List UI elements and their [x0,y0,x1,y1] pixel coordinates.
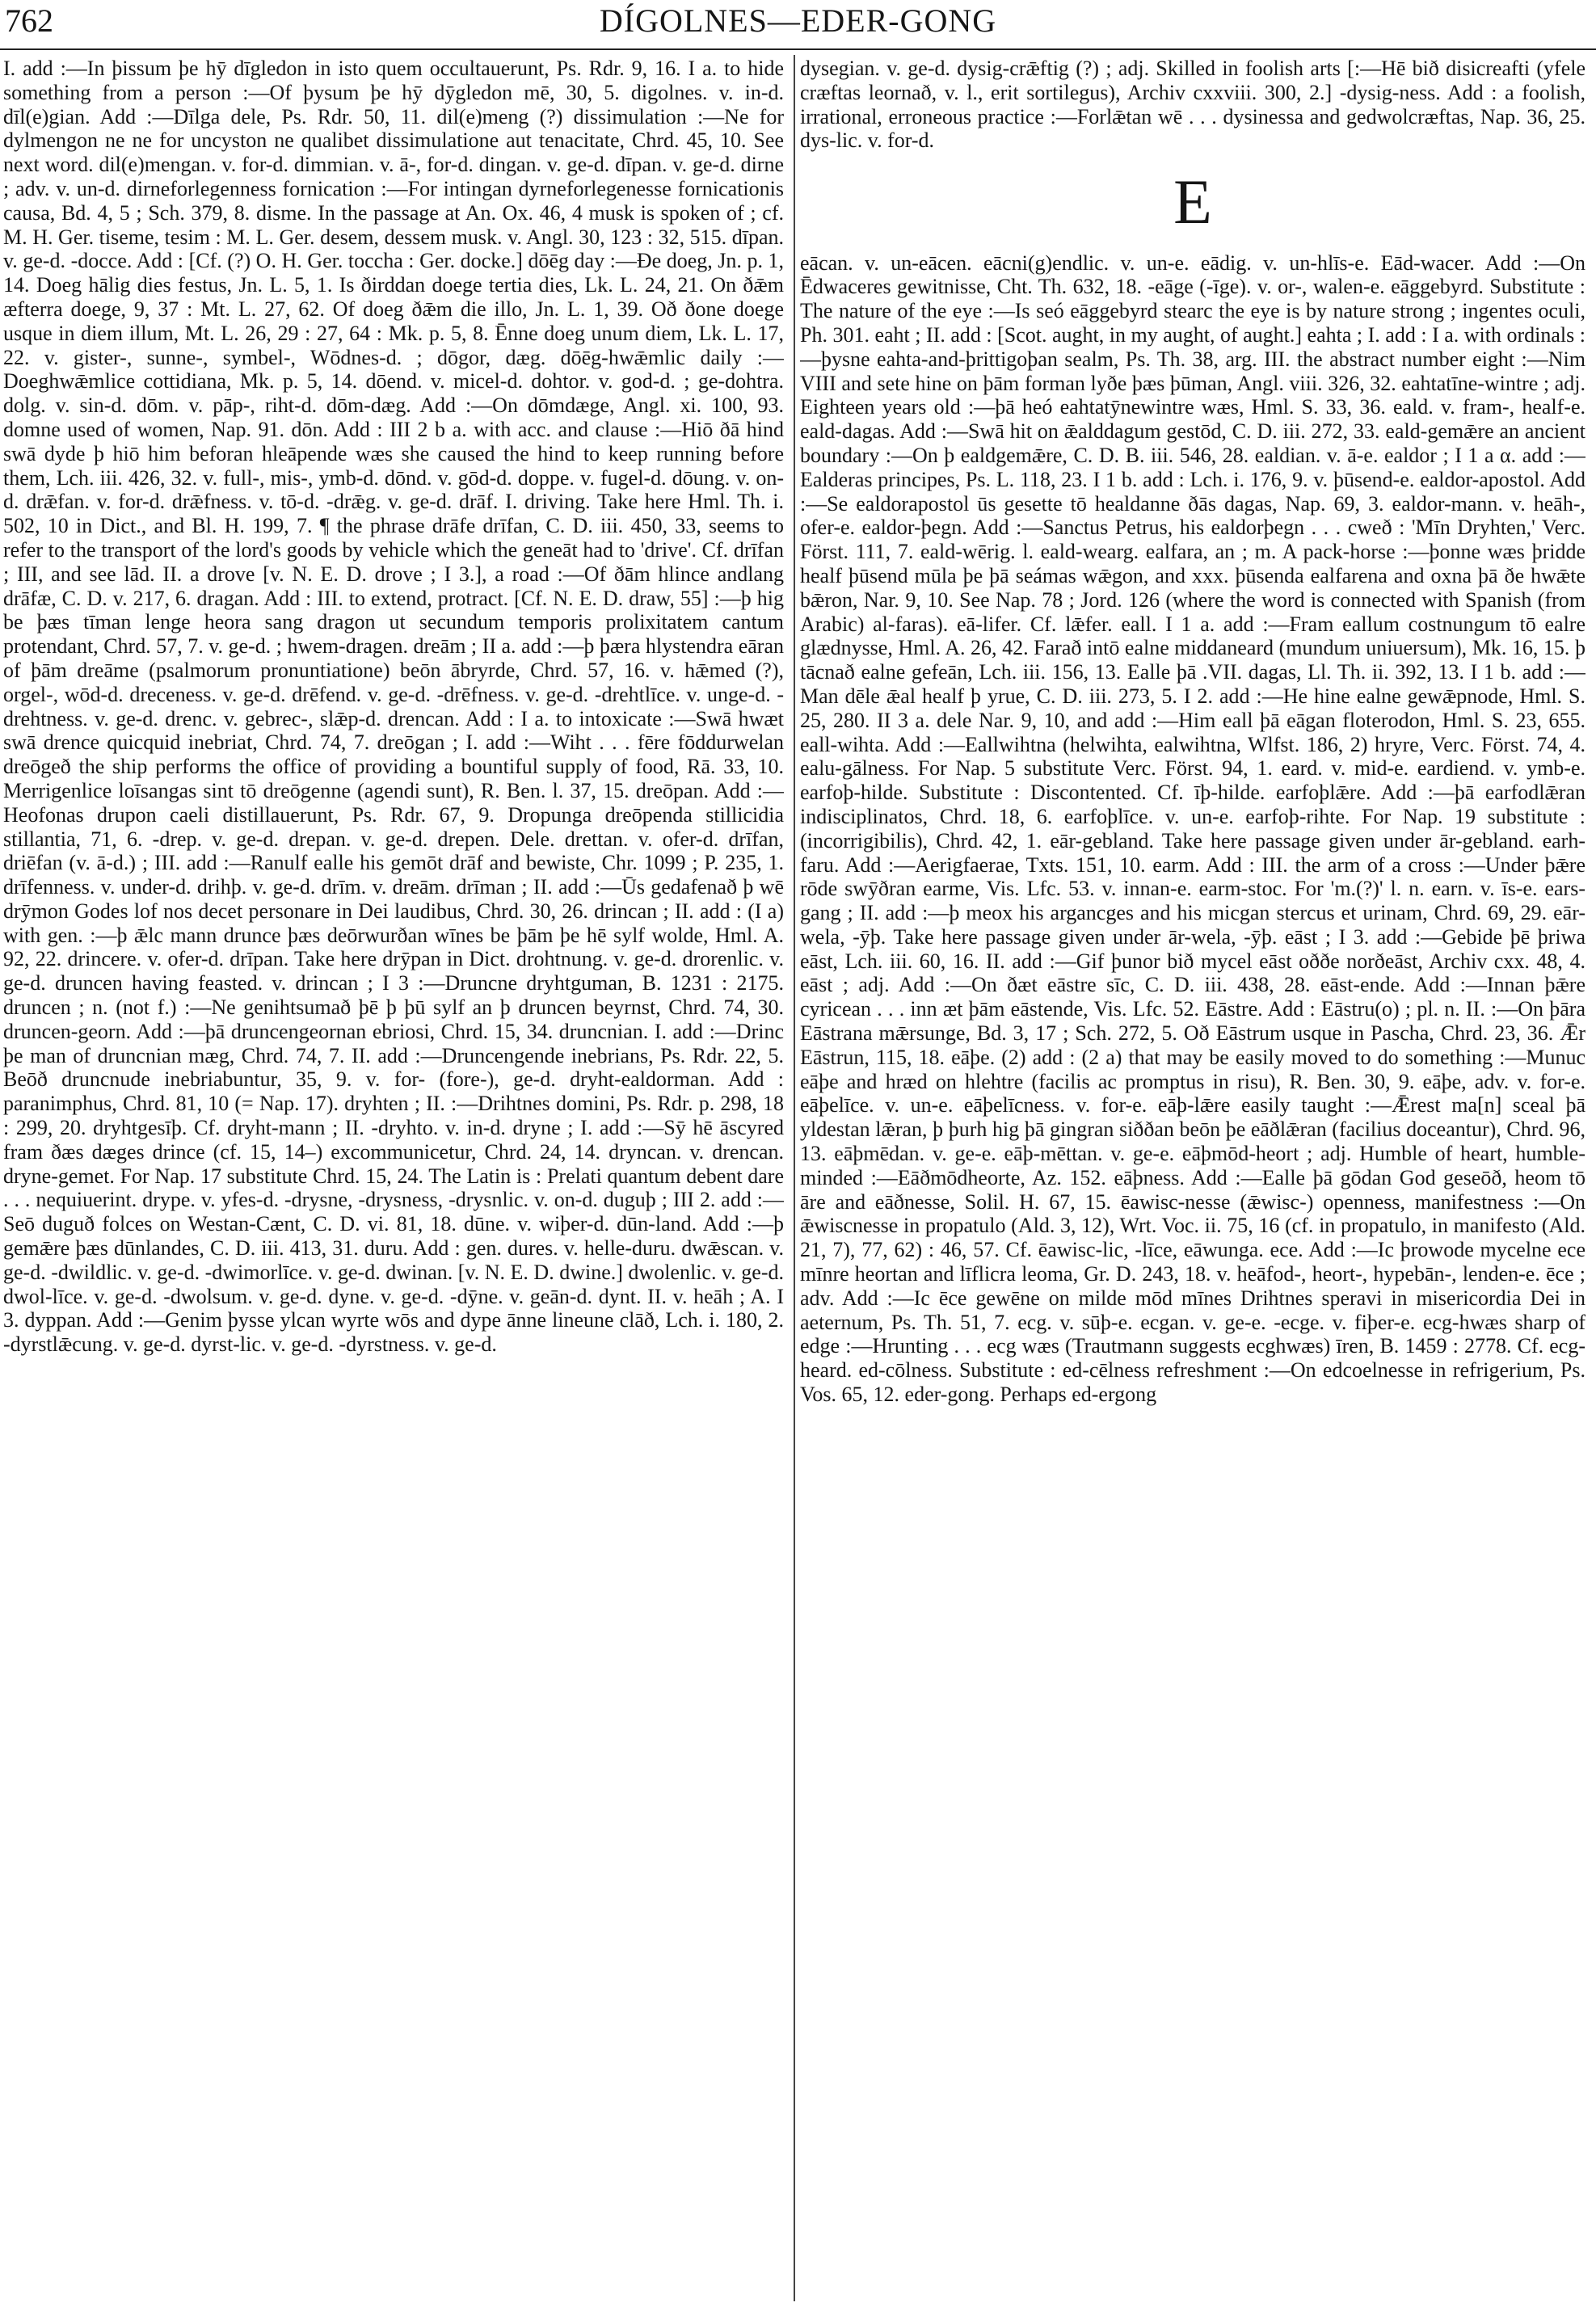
section-letter: E [1173,166,1212,238]
column-divider [794,55,795,2301]
page-number: 762 [5,2,53,39]
right-column [800,57,1585,2305]
left-column [3,57,784,2305]
right-column-text-bottom: eācan. v. un-eācen. eācni(g)endlic. v. un-e. eādig. v. un-hlīs-e. Eād-wacer. Add :—On Ēdwaceres gewitnisse, Cht. Th. 632, 18. -eāge (-īge). v. or-, walen-e. eāggebyrd. Substitute : The nature of the eye :—Is seó eāggebyrd stearc the eye is by nature strong ; ingentes oculi, Ph. 301. eaht ; II. add : [Scot. aught, in my aught, of aught.] eahta ; I. add : I a. with ordinals :—þysne eahta-and-þrittigoþan sealm, Ps. Th. 38, arg. III. the abstract number eight :—Nim VIII and sete hine on þām forman lyðe þæs þūman, Angl. viii. 326, 32. eahtatīne-wintre ; adj. Eighteen years old :—þā heó eahtatȳnewintre wæs, Hml. S. 33, 36. eald. v. fram-, healf-e. eald-dagas. Add :—Swā hit on ǣalddagum gestōd, C. D. iii. 272, 33. eald-gemǣre an ancient boundary :—On þ ealdgemǣre, C. D. B. iii. 546, 28. ealdian. v. ā-e. ealdor ; I 1 a α. add :—Ealderas principes, Ps. L. 118, 23. I 1 b. add : Lch. i. 176, 9. v. þūsend-e. ealdor-apostol. Add :—Se ealdorapostol ūs gesette tō healdanne ðās dagas, Nap. 69, 3. ealdor-mann. v. heāh-, ofer-e. ealdor-þegn. Add :—Sanctus Petrus, his ealdorþegn . . . cweð : 'Mīn Dryhten,' Verc. Först. 111, 7. eald-wērig. l. eald-wearg. ealfara, an ; m. A pack-horse :—þonne wæs þridde healf þūsend mūla þe þā seámas wǣgon, and xxx. þūsenda ealfarena and oxna þā ðe hwǣte bǣron, Nar. 9, 10. See Nap. 78 ; Jord. 126 (where the word is connected with Spanish (from Arabic) al-faras). eā-lifer. Cf. lǣfer. eall. I 1 a. add :—Fram eallum costnungum tō ealre glædnysse, Hml. A. 26, 42. Farað intō ealne middaneard (mundum uniuersum), Mk. 16, 15. þ tācnað ealne gefeān, Lch. iii. 156, 13. Ealle þā .VII. dagas, Ll. Th. ii. 392, 13. I 1 b. add :—Man dēle ǣal healf þ yrue, C. D. iii. 273, 5. I 2. add :—He hine ealne gewǣpnode, Hml. S. 25, 280. II 3 a. dele Nar. 9, 10, and add :—Him eall þā eāgan floterodon, Hml. S. 23, 655. eall-wihta. Add :—Eallwihtna (helwihta, ealwihtna, Wlfst. 186, 2) hryre, Verc. Först. 74, 4. ealu-gālness. For Nap. 5 substitute Verc. Först. 94, 1. eard. v. mid-e. eardiend. v. ymb-e. earfoþ-hilde. Substitute : Discontented. Cf. īþ-hilde. earfoþlǣre. Add :—þā earfodlǣran indisciplinatos, Chrd. 18, 6. earfoþlīce. v. un-e. earfoþ-rihte. For Nap. 19 substitute : (incorrigibilis), Chrd. 42, 1. eār-gebland. Take here passage given under ār-gebland. earh-faru. Add :—Aerigfaerae, Txts. 151, 10. earm. Add : III. the arm of a cross :—Under þǣre rōde swȳðran earme, Vis. Lfc. 53. v. innan-e. earm-stoc. For 'm.(?)' l. n. earn. v. īs-e. ears-gang ; II. add :—þ meox his argancges and his micgan stercus et urinam, Chrd. 69, 29. eār-wela, -ȳþ. Take here passage given under ār-wela, -ȳþ. eāst ; I 3. add :—Gebide þē þriwa eāst, Lch. iii. 60, 16. II. add :—Gif þunor bið mycel eāst oððe norðeāst, Archiv cxx. 48, 4. eāst ; adj. Add :—On ðæt eāstre sīc, C. D. iii. 438, 28. eāst-ende. Add :—Innan þǣre cyricean . . . inn æt þām eāstende, Vis. Lfc. 52. Eāstre. Add : Eāstru(o) ; pl. n. II. :—On þāra Eāstrana mǣrsunge, Bd. 3, 17 ; Sch. 272, 5. Oð Eāstrum usque in Pascha, Chrd. 23, 36. Ǣr Eāstrun, 115, 18. eāþe. (2) add : (2 a) that may be easily moved to do something :—Munuc eāþe and hræd on hlehtre (facilis ac promptus in risu), R. Ben. 30, 9. eāþe, adv. v. for-e. eāþelīce. v. un-e. eāþelīcness. v. for-e. eāþ-lǣre easily taught :—Ǣrest ma[n] sceal þā yldestan lǣran, þ þurh hig þā gingran siððan beōn þe eāðlǣran (facilius doceantur), Chrd. 96, 13. eāþmēdan. v. ge-e. eāþ-mēttan. v. ge-e. eāþmōd-heort ; adj. Humble of heart, humble-minded :—Eāðmōdheorte, Az. 152. eāþness. Add :—Ealle þā gōdan God geseōð, heom tō āre and eāðnesse, Solil. H. 67, 15. ēawisc-nesse (ǣwisc-) openness, manifestness :—On ǣwiscnesse in propatulo (Ald. 3, 12), Wrt. Voc. ii. 75, 16 (cf. in propatulo, in manifesto (Ald. 21, 7), 77, 62) : 46, 57. Cf. ēawisc-lic, -līce, eāwunga. ece. Add :—Ic þrowode mycelne ece mīnre heortan and līflicra leoma, Gr. D. 243, 18. v. heāfod-, heort-, hypebān-, lenden-e. ēce ; adv. Add :—Ic ēce gewēne on milde mōd mīnes Drihtnes speravi in misericordia Dei in aeternum, Ps. Th. 51, 7. ecg. v. sūþ-e. ecgan. v. ge-e. -ecge. v. fiþer-e. ecg-hwæs sharp of edge :—Hrunting . . . ecg wæs (Trautmann suggests ecghwæs) īren, B. 1459 : 2778. Cf. ecg-heard. ed-cōlness. Substitute : ed-cēlness refreshment :—On edcoelnesse in refrigerium, Ps. Vos. 65, 12. eder-gong. Perhaps ed-ergong [800,250,1585,1407]
header-rule [0,48,1596,50]
left-column-text: I. add :—In þissum þe hȳ dīgledon in isto quem occultauerunt, Ps. Rdr. 9, 16. I a. to hide something from a person :—Of þysum þe hȳ dȳgledon mē, 30, 5. digolnes. v. in-d. dīl(e)gian. Add :—Dīlga dele, Ps. Rdr. 50, 11. dil(e)meng (?) dissimulation :—Ne for dylmengon ne ne for uncyston ne qualibet dissimulatione aut tenacitate, Chrd. 45, 10. See next word. dil(e)mengan. v. for-d. dimmian. v. ā-, for-d. dingan. v. ge-d. dīpan. v. ge-d. dirne ; adv. v. un-d. dirneforlegenness fornication :—For intingan dyrneforlegenesse fornicationis causa, Bd. 4, 5 ; Sch. 379, 8. disme. In the passage at An. Ox. 46, 4 musk is spoken of ; cf. M. H. Ger. tiseme, tesim : M. L. Ger. desem, dessem musk. v. Angl. 30, 123 : 32, 515. dīpan. v. ge-d. -docce. Add : [Cf. (?) O. H. Ger. toccha : Ger. docke.] dōēg day :—Ðe doeg, Jn. p. 1, 14. Doeg hālig dies festus, Jn. L. 5, 1. Is ðirddan doege tertia dies, Lk. L. 24, 21. On ðǣm æfterra doege, 9, 37 : Mt. L. 27, 62. Of doeg ðǣm die illo, Jn. L. 1, 39. Oð ðone doege usque in diem illum, Mt. L. 26, 29 : 27, 64 : Mk. p. 5, 8. Ēnne doeg unum diem, Lk. L. 17, 22. v. gister-, sunne-, symbel-, Wōdnes-d. ; dōgor, dæg. dōēg-hwǣmlic daily :—Doeghwǣmlice cottidiana, Mk. p. 5, 14. dōend. v. micel-d. dohtor. v. god-d. ; ge-dohtra. dolg. v. sin-d. dōm. v. pāp-, riht-d. dōm-dæg. Add :—On dōmdæge, Angl. xi. 100, 93. domne used of women, Nap. 91. dōn. Add : III 2 b a. with acc. and clause :—Hiō ðā hind swā dyde þ hiō him beforan hleāpende wæs she caused the hind to keep running before them, Lch. iii. 426, 32. v. full-, mis-, ymb-d. dōnd. v. gōd-d. doppe. v. fugel-d. dōung. v. on-d. drǣfan. v. for-d. drǣfness. v. tō-d. -drǣg. v. ge-d. drāf. I. driving. Take here Hml. Th. i. 502, 10 in Dict., and Bl. H. 199, 7. ¶ the phrase drāfe drīfan, C. D. iii. 450, 33, seems to refer to the transport of the lord's goods by vehicle which the geneāt had to 'drive'. Cf. drīfan ; III, and see lād. II. a drove [v. N. E. D. drove ; I 3.], a road :—Of ðām hlince andlang drāfæ, C. D. v. 217, 6. dragan. Add : III. to extend, protract. [Cf. N. E. D. draw, 55] :—þ hig be þæs tīman lenge heora sang dragon ut secundum temporis prolixitatem cantum protendant, Chrd. 57, 7. v. ge-d. ; hwem-dragen. dreām ; II a. add :—þ þæra hlystendra eāran of þām dreāme (psalmorum pronuntiatione) beōn ābryrde, Chrd. 57, 16. v. hǣmed (?), orgel-, wōd-d. dreceness. v. ge-d. drēfend. v. ge-d. -drēfness. v. ge-d. -drehtlīce. v. unge-d. -drehtness. v. ge-d. drenc. v. gebrec-, slǣp-d. drencan. Add : I a. to intoxicate :—Swā hwæt swā drence quicquid inebriat, Chrd. 74, 7. dreōgan ; I. add :—Wiht . . . fēre fōddurwelan dreōgeð the ship performs the office of providing a bountiful supply of food, Rā. 33, 10. Merrigenlice loīsangas sint tō dreōgenne (agendi sunt), R. Ben. l. 37, 15. dreōpan. Add :—Heofonas drupon caeli distillauerunt, Ps. Rdr. 67, 9. Dropunga dreōpenda stillicidia stillantia, 71, 6. -drep. v. ge-d. drepan. v. ge-d. drepen. Dele. drettan. v. ofer-d. drīfan, driēfan (v. ā-d.) ; III. add :—Ranulf ealle his gemōt drāf and bewiste, Chr. 1099 ; P. 235, 1. drīfenness. v. under-d. drihþ. v. ge-d. drīm. v. dreām. drīman ; II. add :—Ūs gedafenað þ wē drȳmon Godes lof nos decet personare in Dei laudibus, Chrd. 30, 26. drincan ; II. add : (I a) with gen. :—þ ǣlc mann drunce þæs deōrwurðan wīnes be þām þe hē sylf wolde, Hml. A. 92, 22. drincere. v. ofer-d. drīpan. Take here drȳpan in Dict. drohtnung. v. ge-d. drorenlic. v. ge-d. druncen having feasted. v. drincan ; I 3 :—Druncne dryhtguman, B. 1231 : 2175. druncen ; n. (not f.) :—Ne genihtsumað þē þ þū sylf an þ druncen beyrnst, Chrd. 74, 30. druncen-georn. Add :—þā druncengeornan ebriosi, Chrd. 15, 34. druncnian. I. add :—Drinc þe man of druncnian mæg, Chrd. 74, 7. II. add :—Druncengende inebrians, Ps. Rdr. 22, 5. Beōð druncnude inebriabuntur, 35, 9. v. for- (fore-), ge-d. dryht-ealdorman. Add : paranimphus, Chrd. 81, 10 (= Nap. 17). dryhten ; II. :—Drihtnes domini, Ps. Rdr. p. 298, 18 : 299, 20. dryhtgesīþ. Cf. dryht-mann ; II. -dryhto. v. in-d. dryne ; I. add :—Sȳ hē āscyred fram ðæs dæges drince (cf. 15, 14–) excommunicetur, Chrd. 24, 14. dryncan. v. drencan. dryne-gemet. For Nap. 17 substitute Chrd. 15, 24. The Latin is : Prelati quantum debent dare . . . nequiuerint. drype. v. yfes-d. -drysne, -drysness, -drysnlic. v. on-d. duguþ ; III 2. add :—Seō duguð folces on Westan-Cænt, C. D. vi. 81, 18. dūne. v. wiþer-d. dūn-land. Add :—þ gemǣre þæs dūnlandes, C. D. iii. 413, 31. duru. Add : gen. dures. v. helle-duru. dwǣscan. v. ge-d. -dwildlic. v. ge-d. -dwimorlīce. v. ge-d. dwinan. [v. N. E. D. dwine.] dwolenlic. v. ge-d. dwol-līce. v. ge-d. -dwolsum. v. ge-d. dyne. v. ge-d. -dȳne. v. geān-d. dynt. II. v. heāh ; A. I 3. dyppan. Add :—Genim þysse ylcan wyrte wōs and dype ānne lineune clāð, Lch. i. 180, 2. -dyrstlǣcung. v. ge-d. dyrst-lic. v. ge-d. -dyrstness. v. ge-d. [3,57,784,1357]
running-head: DÍGOLNES—EDER-GONG [599,2,997,39]
right-column-text-top: dysegian. v. ge-d. dysig-crǣftig (?) ; adj. Skilled in foolish arts [:—Hē bið disicreafti (yfele cræftas leornað, v. l., erit sortilegus), Archiv cxxviii. 300, 2.] -dysig-ness. Add : a foolish, irrational, erroneous practice :—Forlǣtan wē . . . dysinessa and gedwolcræftas, Nap. 36, 25. dys-lic. v. for-d. [800,57,1585,153]
